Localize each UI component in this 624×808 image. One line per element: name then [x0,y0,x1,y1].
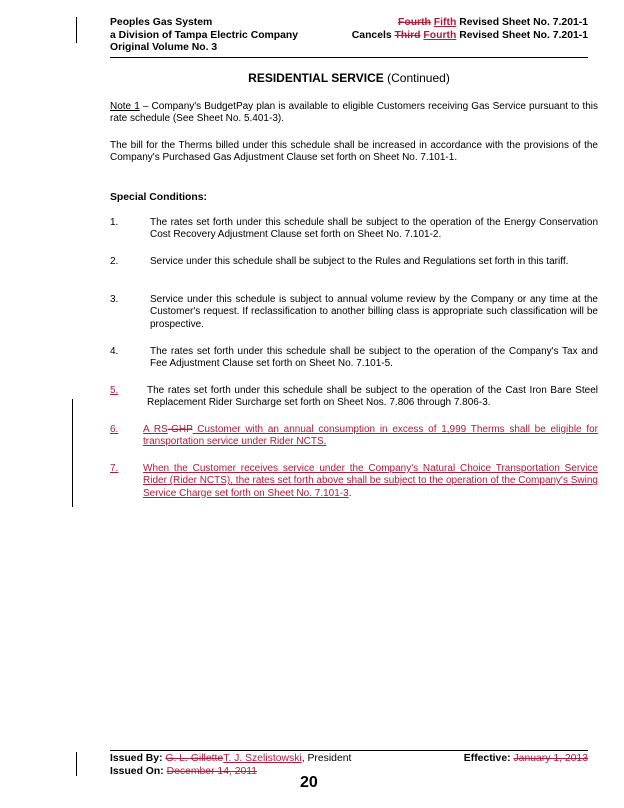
effective-date-old: January 1, 2013 [513,753,588,764]
effective-label: Effective: [463,753,511,764]
tariff-footer [110,753,588,778]
condition-text-part: Customer with an annual consumption in excess of 1,999 Therms shall be eligible for transportation service under Rider NCTS. [143,424,598,448]
condition-text-part: When the Customer receives service under the Company's Natural Choice Transportation Service Rider (Rider NCTS), the rates set forth above shall be subject to the operation of the Company's Swing Service Charge set forth on Sheet No. 7.101-3 [143,463,598,499]
note-paragraph [110,101,598,126]
issued-by-title: , President [301,753,352,764]
condition-text [143,463,598,500]
cancels-old-revision: Third [394,29,421,41]
condition-number: 4. [110,346,119,357]
header-rule [110,57,588,58]
note-label: Note 1 [110,101,140,112]
cancels-label: Cancels [351,29,392,41]
pga-paragraph: The bill for the Therms billed under this schedule shall be increased in accordance with the provisions of the Company's Purchased Gas Adjustment Clause set forth on Sheet No. 7.101-1. [110,140,598,164]
sheet-old-revision: Fourth [398,17,431,28]
condition-number: 2. [110,256,119,267]
issued-on-date-old: December 14, 2011 [166,765,258,777]
footer-rule [110,750,588,751]
page-title [110,71,588,85]
revision-bar-middle [72,399,73,507]
condition-number: 7. [110,463,119,474]
condition-item-2 [110,256,598,268]
condition-item-4 [110,346,598,371]
condition-item-7 [110,463,598,500]
title-main: RESIDENTIAL SERVICE [248,71,384,85]
issued-by-label: Issued By: [110,753,163,764]
sheet-new-revision: Fifth [433,17,457,28]
condition-number: 6. [110,424,119,435]
condition-number: 1. [110,217,119,228]
sheet-number [398,17,588,30]
revision-bar-bottom [76,752,77,776]
condition-item-5 [110,385,598,410]
company-name: Peoples Gas System [110,17,213,28]
special-conditions-heading [110,192,598,204]
sheet-number-text: Revised Sheet No. 7.201-1 [459,17,588,28]
condition-item-1 [110,217,598,242]
condition-text: The rates set forth under this schedule shall be subject to the operation of the Cast Iron Bare Steel Replacement Rider Surcharge set forth on Sheet Nos. 7.806 through 7.806-3. [147,385,598,409]
condition-text: Service under this schedule shall be subject to the Rules and Regulations set forth in this tariff. [150,256,569,267]
special-conditions-heading-text: Special Conditions: [110,192,207,203]
condition-text: The rates set forth under this schedule shall be subject to the operation of the Energy Conservation Cost Recovery Adjustment Clause set forth on Sheet No. 7.101-2. [150,217,598,241]
issued-on-line [110,766,257,779]
cancels-line [352,30,588,43]
cancels-new-revision: Fourth [423,29,457,41]
condition-text-deleted: -GHP [167,424,193,435]
issued-by-old: G. L. Gillette [165,753,224,764]
tariff-header [110,17,588,55]
cancels-text: Revised Sheet No. 7.201-1 [459,29,588,41]
condition-text-tail: . [348,487,352,499]
condition-item-3 [110,294,598,331]
condition-text: Service under this schedule is subject to annual volume review by the Company or any time at the Customer's request. If reclassification to another billing class is appropriate such classification will be prospective. [150,294,598,330]
division-name: a Division of Tampa Electric Company [110,29,299,41]
condition-text-part: A RS [143,424,168,435]
title-suffix: (Continued) [387,71,450,85]
issued-by-line [110,753,351,766]
page-number: 20 [300,774,318,791]
condition-number: 3. [110,294,119,305]
volume-label: Original Volume No. 3 [110,42,218,53]
effective-line [464,753,588,766]
issued-on-label: Issued On: [110,765,164,777]
issued-by-new: T. J. Szelistowski [223,753,302,764]
condition-text: The rates set forth under this schedule shall be subject to the operation of the Company's Tax and Fee Adjustment Clause set forth on Sheet No. 7.101-5. [150,346,598,370]
note-text: – Company's BudgetPay plan is available to eligible Customers receiving Gas Service pursuant to this rate schedule (See Sheet No. 5.401-3). [110,101,599,125]
condition-number: 5. [110,385,119,396]
revision-bar-top [76,17,77,43]
condition-text [143,424,598,449]
condition-item-6 [110,424,598,449]
